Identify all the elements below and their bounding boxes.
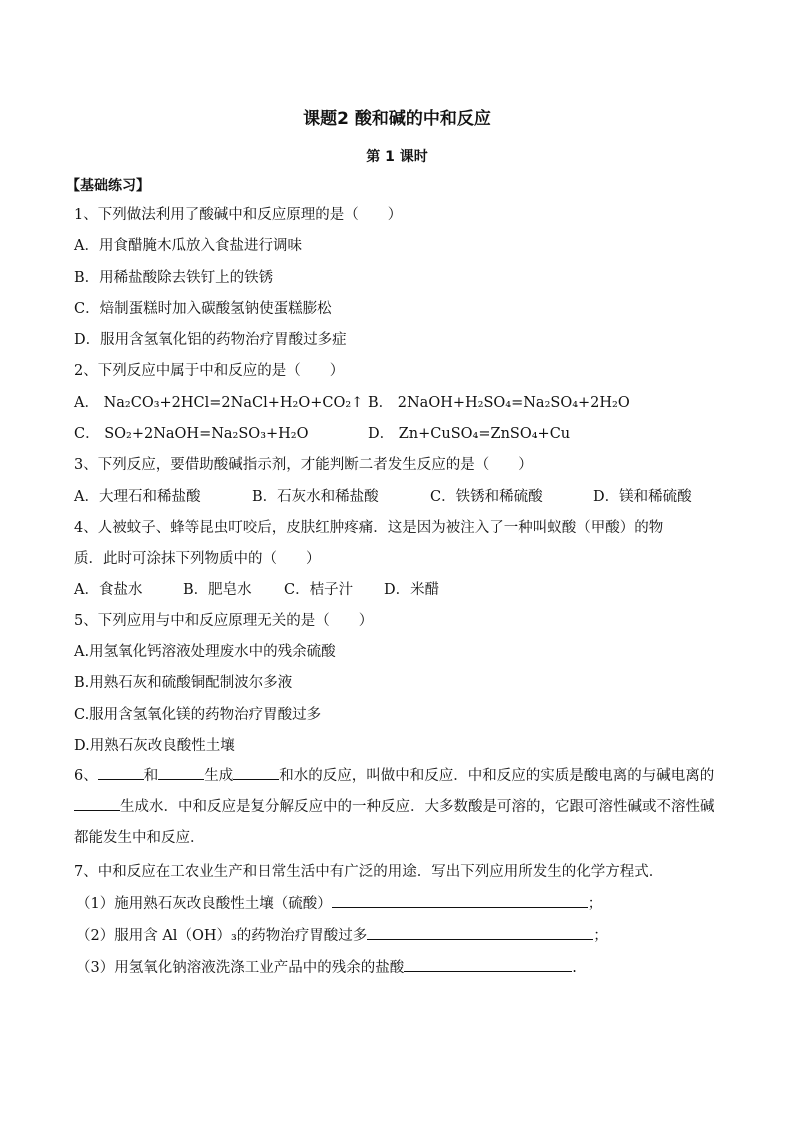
q2-option-d: D． Zn+CuSO₄=ZnSO₄+Cu [368, 426, 571, 442]
q6-text-middle: 和水的反应，叫做中和反应．中和反应的实质是酸电离的与碱电离的 [279, 768, 715, 784]
q3-option-d: D．镁和稀硫酸 [593, 489, 692, 505]
q7-item-2 [76, 925, 608, 946]
q1-stem: 1、下列做法利用了酸碱中和反应原理的是（ ） [74, 207, 403, 223]
q1-option-b: B．用稀盐酸除去铁钉上的铁锈 [74, 270, 274, 286]
q1-option-a: A．用食醋腌木瓜放入食盐进行调味 [74, 238, 302, 254]
q4-option-a: A．食盐水 [74, 582, 143, 598]
q2-option-c: C． SO₂+2NaOH=Na₂SO₃+H₂O [74, 426, 309, 442]
q6-paragraph [74, 761, 724, 854]
q6-text-end: 生成水．中和反应是复分解反应中的一种反应．大多数酸是可溶的，它跟可溶性碱或不溶性碱都能发生中和反应． [74, 799, 715, 846]
q2-stem: 2、下列反应中属于中和反应的是（ ） [74, 363, 345, 379]
q5-option-d: D.用熟石灰改良酸性土壤 [74, 738, 235, 754]
q1-option-c: C．焙制蛋糕时加入碳酸氢钠使蛋糕膨松 [74, 301, 332, 317]
q1-option-d: D．服用含氢氧化铝的药物治疗胃酸过多症 [74, 332, 347, 348]
q7-item-3-text: （3）用氢氧化钠溶液洗涤工业产品中的残余的盐酸 [76, 960, 405, 976]
q7-item-2-text: （2）服用含 Al（OH）₃的药物治疗胃酸过多 [76, 928, 368, 944]
page-subtitle: 第 1 课时 [366, 149, 428, 165]
q6-blank-2[interactable] [158, 765, 204, 780]
q4-option-d: D．米醋 [384, 582, 440, 598]
q5-option-b: B.用熟石灰和硫酸铜配制波尔多液 [74, 675, 293, 691]
q2-option-a: A． Na₂CO₃+2HCl=2NaCl+H₂O+CO₂↑ [74, 395, 364, 411]
q4-option-b: B．肥皂水 [183, 582, 252, 598]
q7-blank-3[interactable] [404, 957, 572, 972]
q7-item-2-end: ； [593, 928, 608, 944]
q7-stem: 7、中和反应在工农业生产和日常生活中有广泛的用途．写出下列应用所发生的化学方程式． [74, 864, 664, 880]
q6-blank-3[interactable] [233, 765, 279, 780]
section-heading: 【基础练习】 [66, 178, 150, 194]
q6-text-and: 和 [143, 768, 159, 784]
q3-option-a: A．大理石和稀盐酸 [74, 489, 201, 505]
q3-stem: 3、下列反应，要借助酸碱指示剂，才能判断二者发生反应的是（ ） [74, 457, 533, 473]
page-title: 课题2 酸和碱的中和反应 [303, 109, 491, 129]
q6-blank-4[interactable] [74, 796, 120, 811]
q7-item-3 [76, 957, 577, 978]
q7-blank-2[interactable] [367, 925, 593, 940]
q7-item-1-text: （1）施用熟石灰改良酸性土壤（硫酸） [76, 896, 332, 912]
q2-option-b: B． 2NaOH+H₂SO₄=Na₂SO₄+2H₂O [368, 395, 630, 411]
q7-blank-1[interactable] [332, 893, 588, 908]
q4-option-c: C．桔子汁 [284, 582, 354, 598]
q7-item-1 [76, 893, 602, 914]
q5-stem: 5、下列应用与中和反应原理无关的是（ ） [74, 613, 374, 629]
q6-text-form: 生成 [204, 768, 234, 784]
q7-item-3-end: . [572, 960, 577, 976]
q4-stem-line1: 4、人被蚊子、蜂等昆虫叮咬后，皮肤红肿疼痛．这是因为被注入了一种叫蚁酸（甲酸）的物 [74, 520, 664, 536]
q4-stem-line2: 质．此时可涂抹下列物质中的（ ） [74, 551, 321, 567]
q5-option-a: A.用氢氧化钙溶液处理废水中的残余硫酸 [74, 644, 336, 660]
q3-option-c: C．铁锈和稀硫酸 [430, 489, 543, 505]
q6-blank-1[interactable] [98, 765, 144, 780]
q6-number: 6、 [74, 768, 98, 784]
q5-option-c: C.服用含氢氧化镁的药物治疗胃酸过多 [74, 707, 322, 723]
q3-option-b: B．石灰水和稀盐酸 [252, 489, 379, 505]
q7-item-1-end: ； [587, 896, 603, 912]
